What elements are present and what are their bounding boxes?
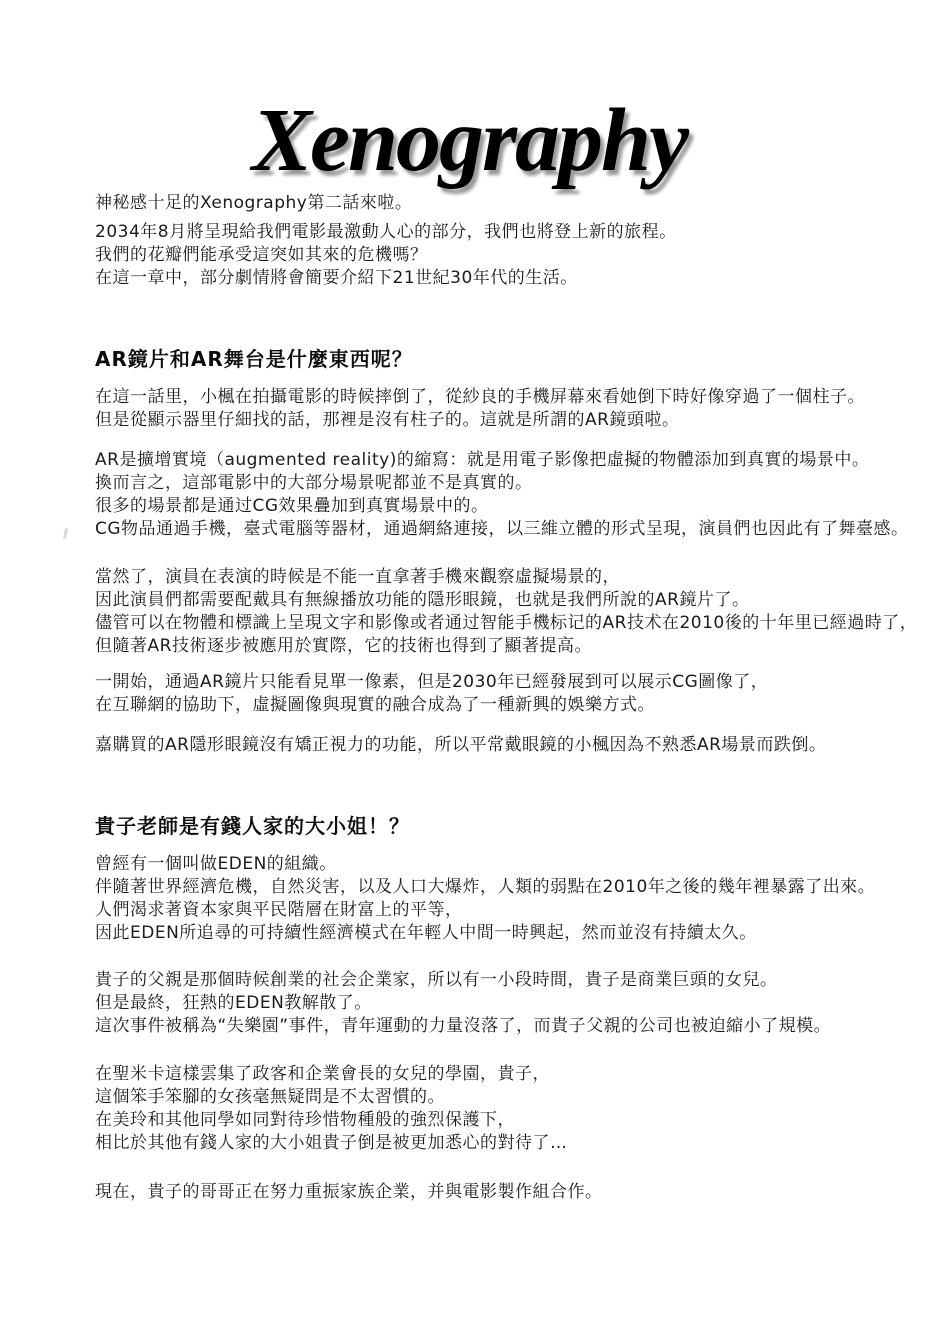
paragraph — [95, 734, 929, 757]
text-line: 當然了，演員在表演的時候是不能一直拿著手機來觀察虛擬場景的， — [95, 567, 620, 587]
paragraph — [95, 1063, 929, 1155]
text-line: 2034年8月將呈現給我們電影最激動人心的部分，我們也將登上新的旅程。 — [95, 222, 677, 242]
text-line: 神秘感十足的Xenography第二話來啦。 — [95, 193, 413, 213]
text-line: 在聖米卡這樣雲集了政客和企業會長的女兒的學園，貴子， — [95, 1064, 550, 1084]
section-heading: AR鏡片和AR舞台是什麼東西呢？ — [95, 347, 413, 371]
text-line: 在美玲和其他同學如同對待珍惜物種般的強烈保護下， — [95, 1110, 515, 1130]
text-line: 伴隨著世界經濟危機，自然災害，以及人口大爆炸，人類的弱點在2010年之後的幾年裡暴露了出來。 — [95, 877, 876, 897]
text-line: 相比於其他有錢人家的大小姐貴子倒是被更加悉心的對待了… — [95, 1133, 568, 1153]
text-line: 因此演員們都需要配戴具有無線播放功能的隱形眼鏡，也就是我們所說的AR鏡片了。 — [95, 590, 750, 610]
text-line: 我們的花瓣們能承受這突如其來的危機嗎？ — [95, 245, 428, 265]
text-line: 現在，貴子的哥哥正在努力重振家族企業，并與電影製作組合作。 — [95, 1182, 603, 1202]
text-line: 在互聯網的協助下，虛擬圖像與現實的融合成為了一種新興的娛樂方式。 — [95, 695, 655, 715]
paragraph — [95, 566, 929, 658]
text-line: AR是擴增實境（augmented reality)的縮寫：就是用電子影像把虛擬的物體添加到真實的場景中。 — [95, 450, 870, 470]
page-title: Xenography — [251, 91, 688, 191]
text-line: 嘉購買的AR隱形眼鏡沒有矯正視力的功能，所以平常戴眼鏡的小楓因為不熟悉AR場景而跌倒。 — [95, 735, 827, 755]
text-line: 在這一話里，小楓在拍攝電影的時候摔倒了，從紗良的手機屏幕來看她倒下時好像穿過了一個柱子。 — [95, 387, 865, 407]
text-line: 儘管可以在物體和標識上呈現文字和影像或者通过智能手機标记的AR技术在2010後的十年里已經過時了， — [95, 613, 918, 633]
text-line: 人們渴求著資本家與平民階層在財富上的平等， — [95, 900, 463, 920]
paragraph — [95, 671, 929, 717]
text-line: 曾經有一個叫做EDEN的組織。 — [95, 854, 337, 874]
text-line: 但是從顯示器里仔細找的話，那裡是沒有柱子的。這就是所謂的AR鏡頭啦。 — [95, 410, 680, 430]
text-line: 在這一章中，部分劇情將會簡要介紹下21世紀30年代的生活。 — [95, 268, 578, 288]
title-area — [0, 0, 939, 191]
paragraph — [95, 1181, 929, 1204]
paragraph — [95, 386, 929, 432]
text-line: 這個笨手笨腳的女孩毫無疑問是不太習慣的。 — [95, 1087, 445, 1107]
section-heading: 貴子老師是有錢人家的大小姐！？ — [95, 814, 410, 838]
text-line: CG物品通過手機，臺式電腦等器材，通過網絡連接，以三維立體的形式呈現，演員們也因此有了舞臺感。 — [95, 519, 909, 539]
text-line: 一開始，通過AR鏡片只能看見單一像素，但是2030年已經發展到可以展示CG圖像了， — [95, 672, 769, 692]
text-line: 貴子的父親是那個時候創業的社会企業家，所以有一小段時間，貴子是商業巨頭的女兒。 — [95, 970, 778, 990]
paragraph — [95, 221, 929, 290]
text-line: 因此EDEN所追尋的可持續性經濟模式在年輕人中間一時興起，然而並沒有持續太久。 — [95, 923, 757, 943]
paragraph — [95, 969, 929, 1038]
text-line: 這次事件被稱為“失樂園”事件，青年運動的力量沒落了，而貴子父親的公司也被迫縮小了規模。 — [95, 1016, 832, 1036]
text-line: 很多的場景都是通过CG效果疊加到真實場景中的。 — [95, 496, 489, 516]
text-line: 換而言之，這部電影中的大部分場景呢都並不是真實的。 — [95, 473, 533, 493]
document-body — [95, 192, 929, 1204]
text-line: 但是最終，狂熱的EDEN教解散了。 — [95, 993, 372, 1013]
paragraph — [95, 853, 929, 945]
scan-artifact — [63, 528, 68, 539]
text-line: 但隨著AR技術逐步被應用於實際，它的技術也得到了顯著提高。 — [95, 636, 592, 656]
paragraph — [95, 449, 929, 541]
